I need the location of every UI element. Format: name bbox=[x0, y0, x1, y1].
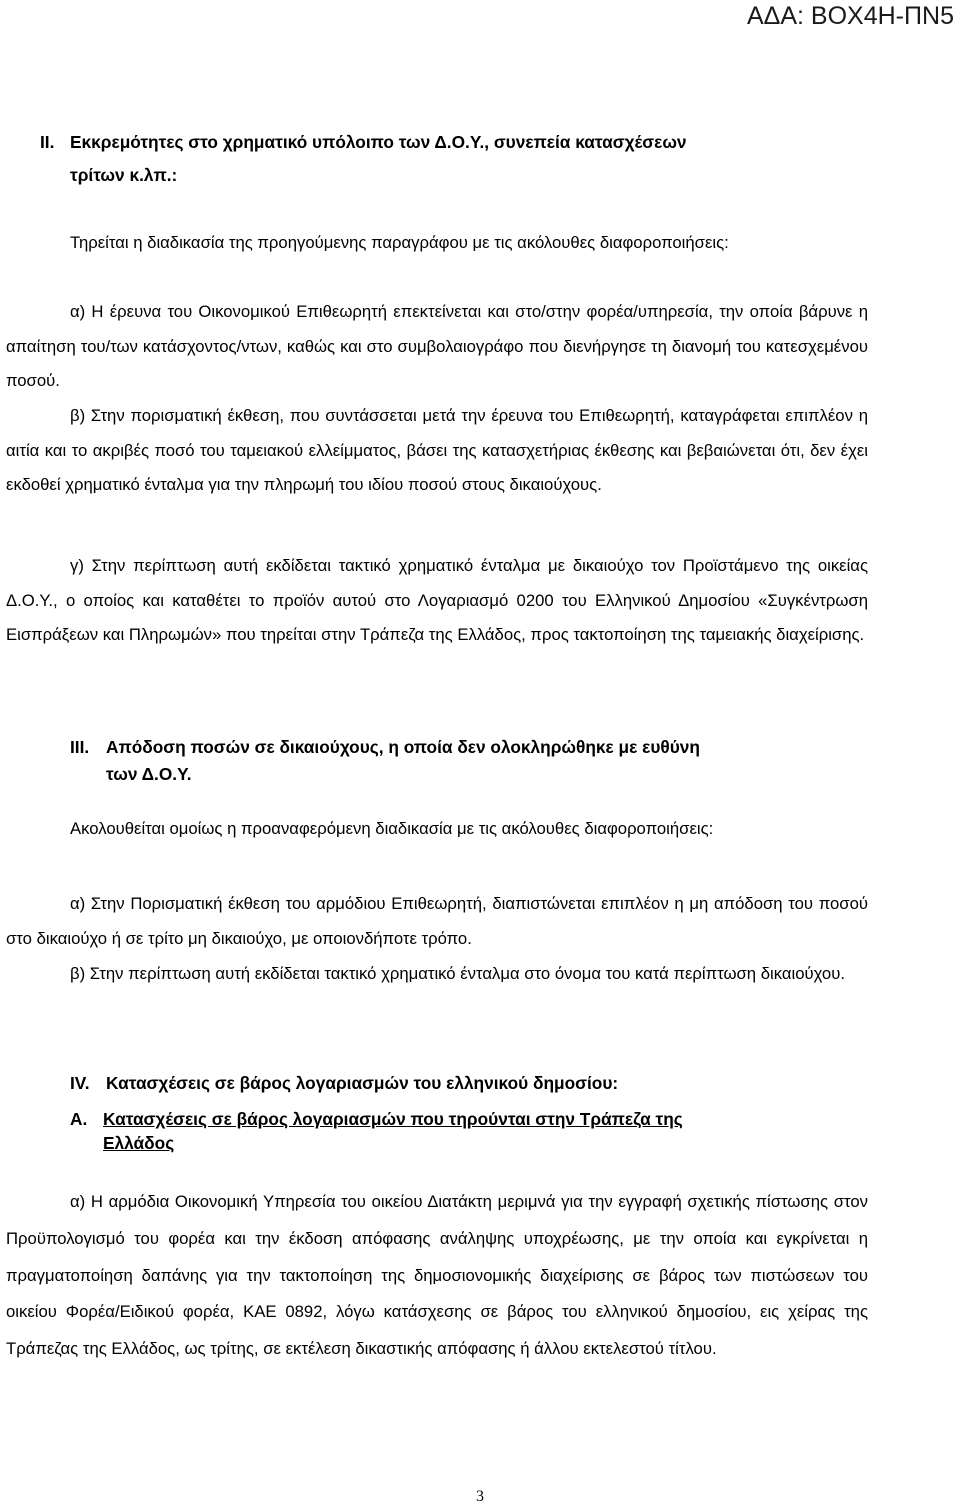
section-iii-item-b: β) Στην περίπτωση αυτή εκδίδεται τακτικό χρηματικό ένταλμα στο όνομα του κατά περίπτωση δικαιούχου. bbox=[70, 964, 845, 983]
section-iv-sub-a-number: Α. bbox=[70, 1109, 88, 1129]
section-iii-number: ΙΙΙ. bbox=[70, 737, 90, 757]
section-iv-sub-a-title-line2: Ελλάδος bbox=[103, 1133, 175, 1153]
section-iii-title-line1: Απόδοση ποσών σε δικαιούχους, η οποία δεν ολοκληρώθηκε με ευθύνη bbox=[106, 737, 700, 757]
section-iii-item-a: α) Στην Πορισματική έκθεση του αρμόδιου Επιθεωρητή, διαπιστώνεται επιπλέον η μη απόδοση του ποσού στο δικαιούχο ή σε τρίτο μη δικαιούχο, με οποιονδήποτε τρόπο. bbox=[6, 894, 868, 948]
section-ii-item-b: β) Στην πορισματική έκθεση, που συντάσσεται μετά την έρευνα του Επιθεωρητή, καταγράφεται επιπλέον η αιτία και το ακριβές ποσό του ταμειακού ελλείμματος, βάσει της κατασχετήριας έκθεσης και βεβαιώνεται ότι, δεν έχει εκδοθεί χρηματικό ένταλμα για την πληρωμή του ιδίου ποσού στους δικαιούχους. bbox=[6, 406, 868, 495]
section-ii-number: ΙΙ. bbox=[40, 132, 55, 152]
ada-code: ΑΔΑ: ΒΟΧ4Η-ΠΝ5 bbox=[746, 2, 954, 30]
section-iii-intro: Ακολουθείται ομοίως η προαναφερόμενη διαδικασία με τις ακόλουθες διαφοροποιήσεις: bbox=[70, 819, 714, 838]
section-ii-item-a: α) Η έρευνα του Οικονομικού Επιθεωρητή επεκτείνεται και στο/στην φορέα/υπηρεσία, την οποία βάρυνε η απαίτηση του/των κατάσχοντος/ντων, καθώς και στο συμβολαιογράφο που διενήργησε τη διανομή του κατεσχεμένου ποσού. bbox=[6, 302, 868, 391]
section-iv-number: IV. bbox=[70, 1073, 90, 1093]
section-iv-title: Κατασχέσεις σε βάρος λογαριασμών του ελληνικού δημοσίου: bbox=[106, 1073, 619, 1093]
section-ii-intro: Τηρείται η διαδικασία της προηγούμενης παραγράφου με τις ακόλουθες διαφοροποιήσεις: bbox=[70, 233, 729, 252]
section-ii-item-c: γ) Στην περίπτωση αυτή εκδίδεται τακτικό χρηματικό ένταλμα με δικαιούχο τον Προϊστάμενο της οικείας Δ.Ο.Υ., ο οποίος και καταθέτει το προϊόν αυτού στο Λογαριασμό 0200 του Ελληνικού Δημοσίου «Συγκέντρωση Εισπράξεων και Πληρωμών» που τηρείται στην Τράπεζα της Ελλάδος, προς τακτοποίηση της ταμειακής διαχείρισης. bbox=[6, 556, 868, 645]
page-number: 3 bbox=[476, 1488, 484, 1505]
section-iii-title-line2: των Δ.Ο.Υ. bbox=[106, 764, 192, 784]
section-ii-title-line2: τρίτων κ.λπ.: bbox=[70, 165, 178, 185]
section-iv-sub-a-title-line1: Κατασχέσεις σε βάρος λογαριασμών που τηρούνται στην Τράπεζα της bbox=[103, 1109, 683, 1129]
section-ii-title-line1: Εκκρεμότητες στο χρηματικό υπόλοιπο των Δ.Ο.Υ., συνεπεία κατασχέσεων bbox=[70, 132, 687, 152]
section-iv-item-a: α) Η αρμόδια Οικονομική Υπηρεσία του οικείου Διατάκτη μεριμνά για την εγγραφή σχετικής πίστωσης στον Προϋπολογισμό του φορέα και την έκδοση απόφασης ανάληψης υποχρέωσης, με την οποία και εγκρίνεται η πραγματοποίηση δαπάνης για την τακτοποίηση της δημοσιονομικής διαχείρισης σε βάρος των πιστώσεων του οικείου Φορέα/Ειδικού φορέα, ΚΑΕ 0892, λόγω κατάσχεσης σε βάρος του ελληνικού δημοσίου, εις χείρας της Τράπεζας της Ελλάδος, ως τρίτης, σε εκτέλεση δικαστικής απόφασης ή άλλου εκτελεστού τίτλου. bbox=[6, 1192, 868, 1359]
